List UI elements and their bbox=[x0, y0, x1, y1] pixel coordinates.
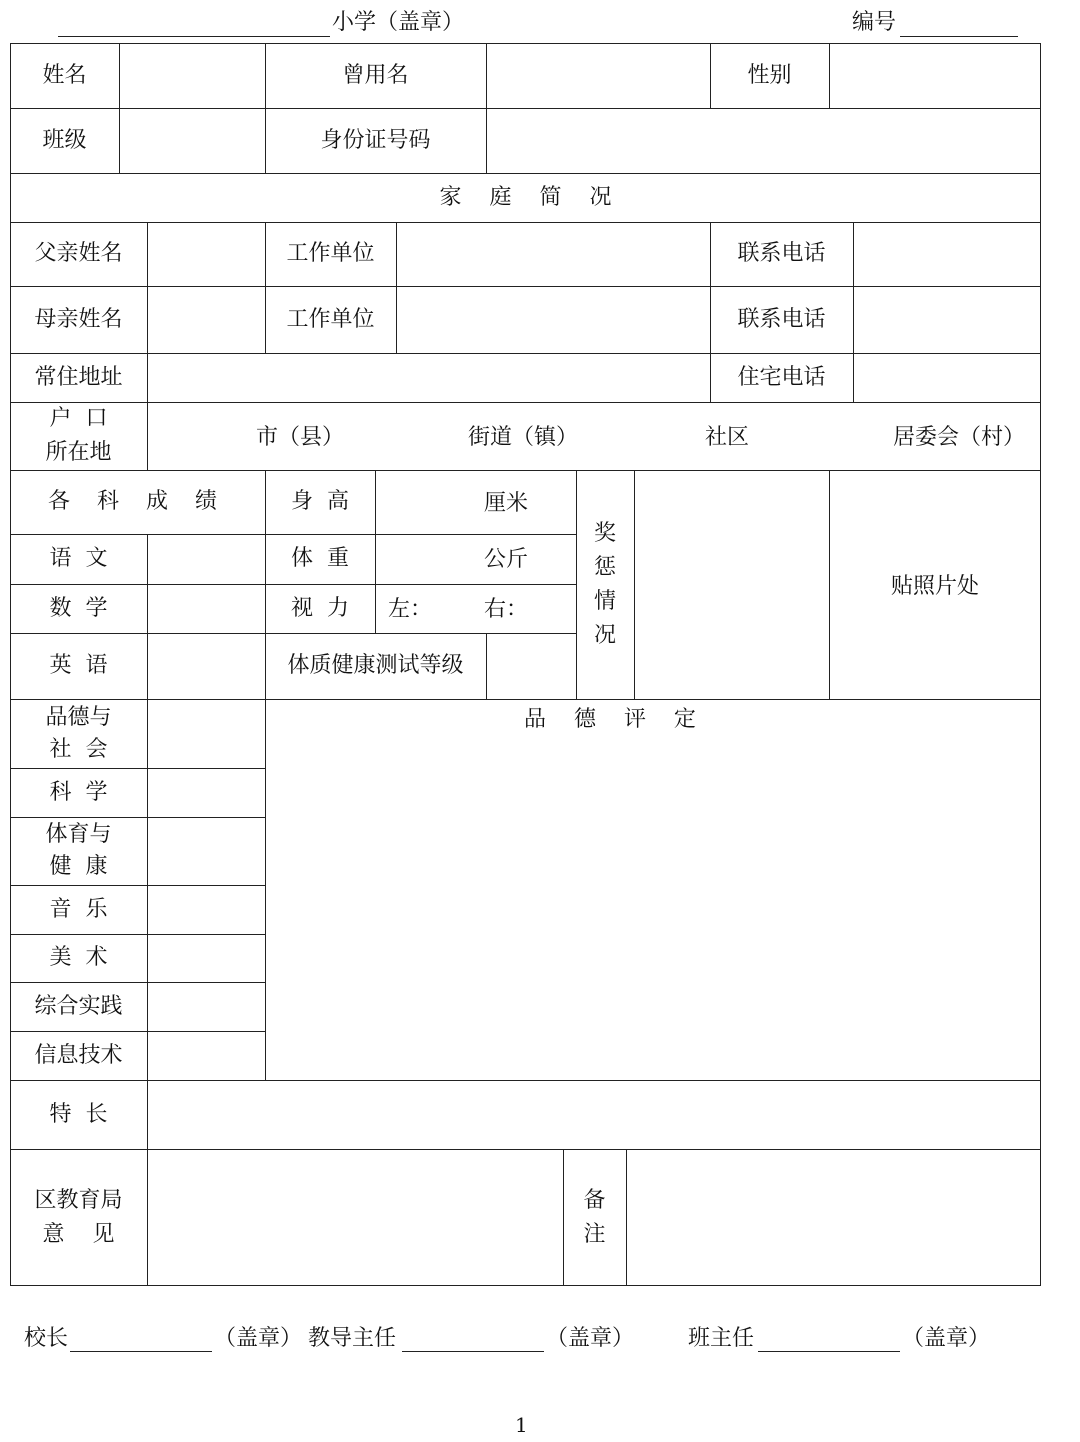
remarks-label bbox=[563, 1149, 626, 1286]
it-score[interactable] bbox=[147, 1031, 265, 1080]
former-name-label: 曾用名 bbox=[342, 62, 409, 88]
morality-score[interactable] bbox=[147, 699, 265, 768]
teacher-stamp: （盖章） bbox=[902, 1326, 991, 1351]
pe-label bbox=[10, 817, 147, 885]
pe-label-line2: 健 康 bbox=[49, 854, 108, 879]
awards-char-1: 奖 bbox=[593, 520, 616, 546]
height-label: 身 高 bbox=[291, 489, 349, 514]
fitness-field[interactable] bbox=[486, 633, 576, 699]
teacher-label: 班主任 bbox=[688, 1326, 755, 1351]
grades-title: 各 科 成 绩 bbox=[48, 489, 227, 514]
father-phone-label: 联系电话 bbox=[737, 241, 826, 266]
science-score[interactable] bbox=[147, 768, 265, 817]
science-label: 科 学 bbox=[49, 779, 108, 805]
remarks-field[interactable] bbox=[626, 1149, 1041, 1286]
it-label: 信息技术 bbox=[34, 1042, 123, 1068]
awards-field[interactable] bbox=[634, 470, 829, 699]
weight-unit: 公斤 bbox=[484, 547, 529, 572]
mother-name-field[interactable] bbox=[147, 286, 265, 353]
number-line[interactable] bbox=[900, 36, 1018, 37]
hukou-label-line2: 所在地 bbox=[45, 440, 112, 465]
gender-label: 性别 bbox=[747, 62, 792, 88]
id-number-field[interactable] bbox=[486, 108, 1041, 173]
music-score[interactable] bbox=[147, 885, 265, 934]
bureau-label-line1: 区教育局 bbox=[34, 1187, 123, 1213]
specialty-field[interactable] bbox=[147, 1080, 1041, 1149]
math-label: 数 学 bbox=[49, 595, 108, 621]
family-section-title: 家 庭 简 况 bbox=[439, 184, 612, 210]
practice-score[interactable] bbox=[147, 982, 265, 1031]
math-score[interactable] bbox=[147, 584, 265, 633]
name-field[interactable] bbox=[119, 43, 265, 108]
remarks-char-2: 注 bbox=[583, 1221, 606, 1247]
practice-label: 综合实践 bbox=[34, 993, 123, 1019]
gender-field[interactable] bbox=[829, 43, 1041, 108]
principal-signature-line[interactable] bbox=[70, 1351, 212, 1352]
hukou-label-line1: 户 口 bbox=[49, 406, 108, 431]
bureau-label-line2: 意 见 bbox=[42, 1221, 115, 1247]
awards-char-3: 情 bbox=[593, 588, 616, 614]
street-label: 街道（镇） bbox=[468, 425, 579, 450]
english-label: 英 语 bbox=[49, 653, 108, 678]
moral-evaluation-title: 品 德 评 定 bbox=[524, 707, 696, 732]
dean-label: 教导主任 bbox=[308, 1326, 397, 1351]
morality-label bbox=[10, 699, 147, 768]
mother-name-label: 母亲姓名 bbox=[34, 306, 123, 332]
principal-label: 校长 bbox=[24, 1326, 69, 1351]
home-phone-label: 住宅电话 bbox=[737, 364, 826, 390]
bureau-opinion-field[interactable] bbox=[147, 1149, 563, 1286]
community-label: 社区 bbox=[705, 425, 750, 450]
art-label: 美 术 bbox=[49, 945, 108, 970]
principal-stamp: （盖章） bbox=[214, 1326, 303, 1351]
mother-phone-label: 联系电话 bbox=[737, 306, 826, 332]
name-label: 姓名 bbox=[42, 62, 87, 88]
page-number: 1 bbox=[515, 1413, 528, 1437]
morality-label-line2: 社 会 bbox=[49, 736, 108, 762]
hukou-label bbox=[10, 402, 147, 470]
photo-area[interactable]: 贴照片处 bbox=[890, 574, 979, 599]
mother-work-label: 工作单位 bbox=[286, 306, 375, 332]
chinese-score[interactable] bbox=[147, 534, 265, 584]
school-suffix: 小学（盖章） bbox=[332, 10, 465, 35]
father-work-field[interactable] bbox=[396, 222, 710, 286]
dean-stamp: （盖章） bbox=[546, 1326, 635, 1351]
awards-char-2: 惩 bbox=[593, 554, 616, 580]
mother-work-field[interactable] bbox=[396, 286, 710, 353]
father-name-field[interactable] bbox=[147, 222, 265, 286]
morality-label-line1: 品德与 bbox=[45, 704, 112, 730]
vision-left-label: 左： bbox=[388, 597, 433, 622]
former-name-field[interactable] bbox=[486, 43, 710, 108]
english-score[interactable] bbox=[147, 633, 265, 699]
moral-evaluation-field[interactable] bbox=[265, 740, 1041, 1080]
city-label: 市（县） bbox=[256, 425, 345, 450]
awards-char-4: 况 bbox=[593, 622, 616, 648]
fitness-label: 体质健康测试等级 bbox=[287, 653, 464, 678]
committee-label: 居委会（村） bbox=[893, 425, 1026, 450]
father-work-label: 工作单位 bbox=[286, 241, 375, 266]
address-field[interactable] bbox=[147, 353, 710, 402]
father-phone-field[interactable] bbox=[853, 222, 1041, 286]
chinese-label: 语 文 bbox=[49, 546, 108, 571]
mother-phone-field[interactable] bbox=[853, 286, 1041, 353]
teacher-signature-line[interactable] bbox=[758, 1351, 900, 1352]
pe-score[interactable] bbox=[147, 817, 265, 885]
number-label: 编号 bbox=[852, 10, 897, 35]
height-unit: 厘米 bbox=[484, 491, 529, 516]
vision-right-label: 右： bbox=[484, 597, 529, 622]
awards-label bbox=[576, 470, 634, 699]
home-phone-field[interactable] bbox=[853, 353, 1041, 402]
school-name-line[interactable] bbox=[58, 36, 330, 37]
class-field[interactable] bbox=[119, 108, 265, 173]
remarks-char-1: 备 bbox=[583, 1187, 606, 1213]
dean-signature-line[interactable] bbox=[402, 1351, 544, 1352]
art-score[interactable] bbox=[147, 934, 265, 982]
father-name-label: 父亲姓名 bbox=[34, 241, 123, 266]
weight-label: 体 重 bbox=[291, 546, 349, 571]
address-label: 常住地址 bbox=[34, 364, 123, 390]
vision-label: 视 力 bbox=[291, 595, 349, 621]
id-number-label: 身份证号码 bbox=[320, 127, 431, 153]
bureau-opinion-label bbox=[10, 1149, 147, 1286]
class-label: 班级 bbox=[42, 127, 87, 153]
music-label: 音 乐 bbox=[49, 896, 108, 922]
specialty-label: 特 长 bbox=[49, 1101, 108, 1127]
pe-label-line1: 体育与 bbox=[45, 822, 112, 847]
